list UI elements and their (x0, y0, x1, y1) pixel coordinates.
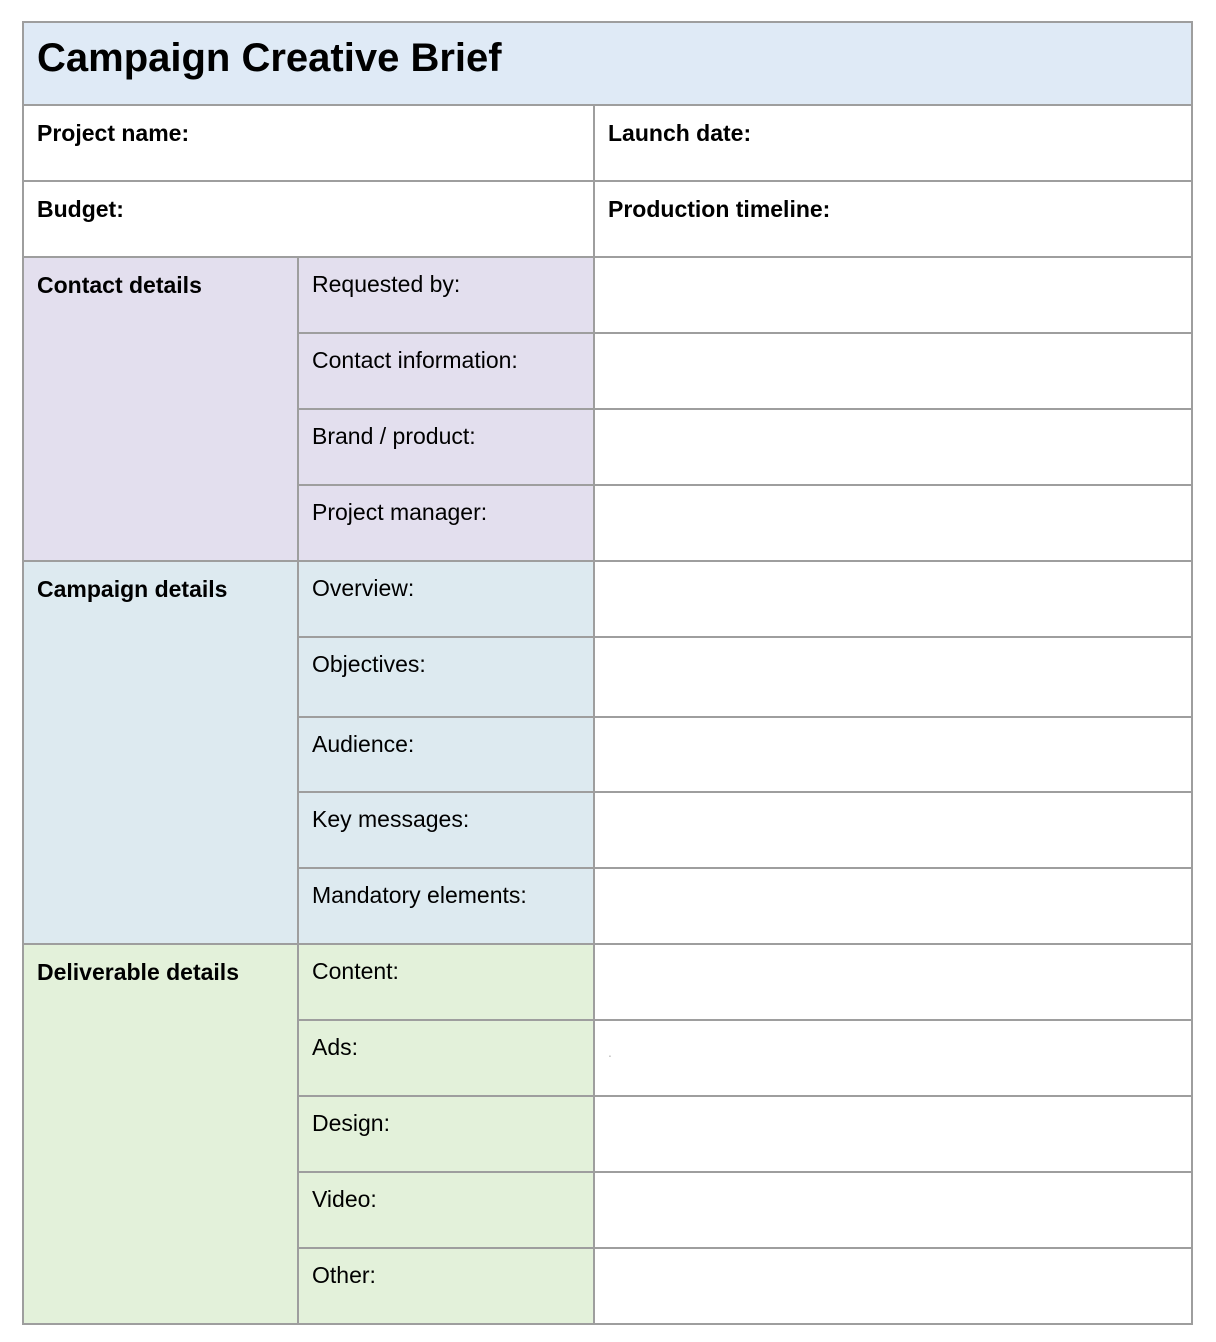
production-timeline-field[interactable] (594, 181, 1192, 257)
production-timeline-label: Production timeline: (608, 196, 831, 222)
field-label-cell (298, 1172, 594, 1248)
field-label-cell (298, 1096, 594, 1172)
deliverable-details-heading: Deliverable details (37, 959, 239, 985)
campaign-details-heading: Campaign details (37, 576, 228, 602)
contact-details-heading: Contact details (37, 272, 202, 298)
video-label: Video: (312, 1186, 377, 1212)
brand-product-input[interactable] (594, 409, 1192, 485)
budget-field[interactable] (23, 181, 594, 257)
requested-by-input[interactable] (594, 257, 1192, 333)
campaign-details-section (23, 561, 298, 944)
mandatory-elements-label: Mandatory elements: (312, 882, 527, 908)
mandatory-elements-input[interactable] (594, 868, 1192, 944)
other-label: Other: (312, 1262, 376, 1288)
ads-value: . (608, 1044, 612, 1060)
field-label-cell (298, 1020, 594, 1096)
design-input[interactable] (594, 1096, 1192, 1172)
requested-by-label: Requested by: (312, 271, 461, 297)
content-label: Content: (312, 958, 399, 984)
field-label-cell (298, 868, 594, 944)
field-label-cell (298, 485, 594, 561)
contact-information-input[interactable] (594, 333, 1192, 409)
key-messages-label: Key messages: (312, 806, 470, 832)
project-name-field[interactable] (23, 105, 594, 181)
field-label-cell (298, 257, 594, 333)
field-label-cell (298, 1248, 594, 1324)
field-label-cell (298, 717, 594, 792)
contact-information-label: Contact information: (312, 347, 518, 373)
key-messages-input[interactable] (594, 792, 1192, 868)
launch-date-field[interactable] (594, 105, 1192, 181)
project-manager-input[interactable] (594, 485, 1192, 561)
content-input[interactable] (594, 944, 1192, 1020)
other-input[interactable] (594, 1248, 1192, 1324)
launch-date-label: Launch date: (608, 120, 752, 146)
video-input[interactable] (594, 1172, 1192, 1248)
field-label-cell (298, 792, 594, 868)
title-cell (23, 22, 1192, 105)
page-title: Campaign Creative Brief (37, 36, 502, 80)
ads-input[interactable] (594, 1020, 1192, 1096)
audience-label: Audience: (312, 731, 415, 757)
field-label-cell (298, 561, 594, 637)
field-label-cell (298, 637, 594, 717)
audience-input[interactable] (594, 717, 1192, 792)
contact-details-section (23, 257, 298, 561)
project-name-label: Project name: (37, 120, 190, 146)
project-manager-label: Project manager: (312, 499, 488, 525)
overview-input[interactable] (594, 561, 1192, 637)
budget-label: Budget: (37, 196, 124, 222)
brand-product-label: Brand / product: (312, 423, 476, 449)
objectives-label: Objectives: (312, 651, 426, 677)
objectives-input[interactable] (594, 637, 1192, 717)
design-label: Design: (312, 1110, 390, 1136)
overview-label: Overview: (312, 575, 415, 601)
field-label-cell (298, 944, 594, 1020)
field-label-cell (298, 333, 594, 409)
field-label-cell (298, 409, 594, 485)
ads-label: Ads: (312, 1034, 359, 1060)
deliverable-details-section (23, 944, 298, 1324)
creative-brief-table (22, 21, 1193, 1325)
